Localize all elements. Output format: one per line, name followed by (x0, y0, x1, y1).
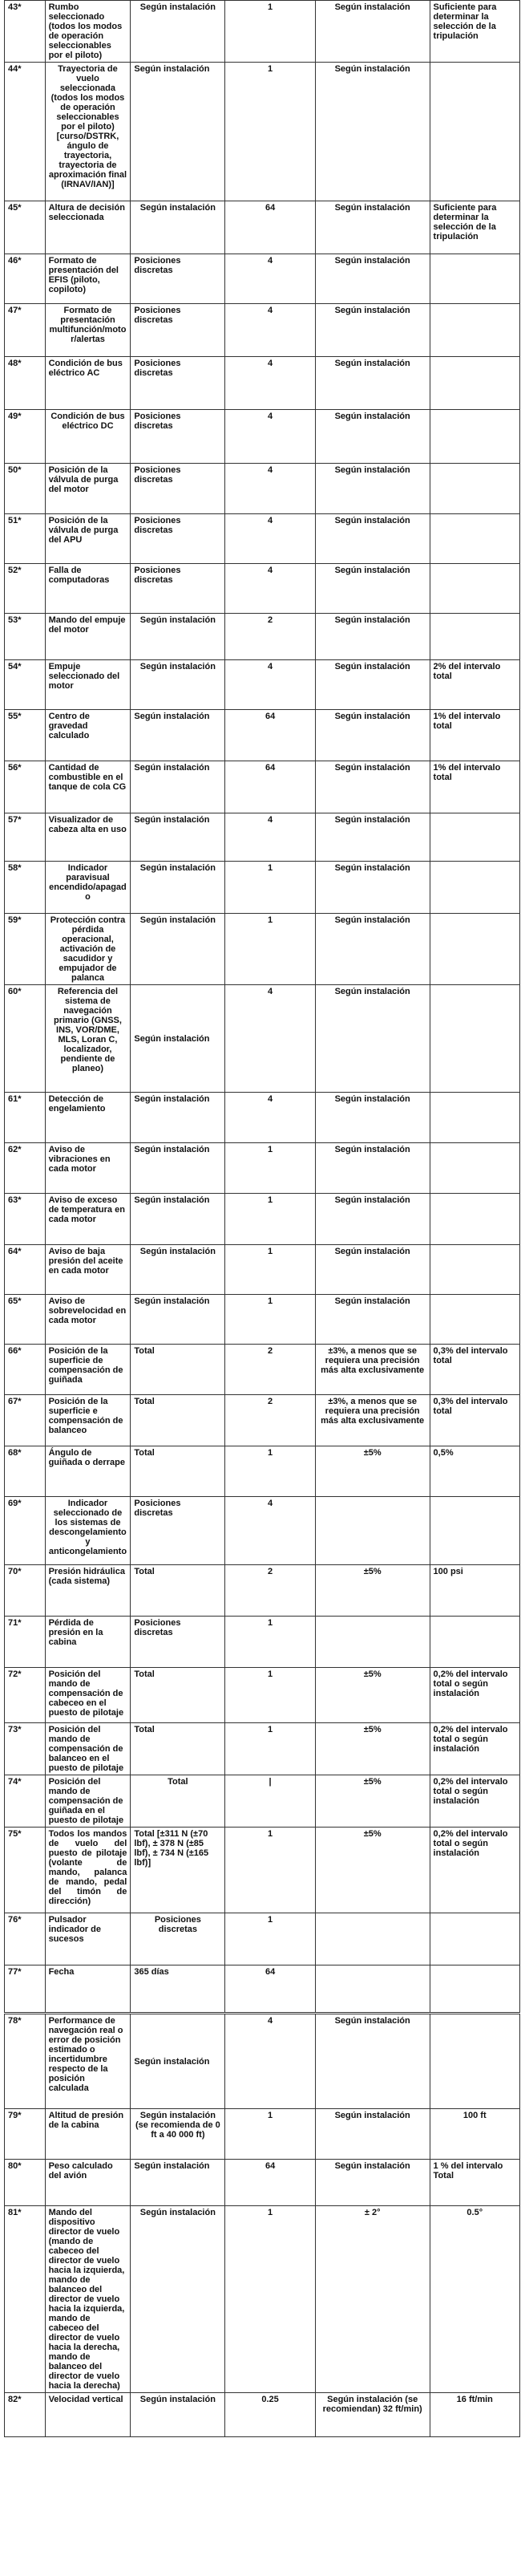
cell-resolution: 0,5% (430, 1446, 519, 1497)
cell-resolution: 1 % del intervalo Total (430, 2160, 519, 2206)
cell-accuracy: Según instalación (315, 813, 430, 862)
cell-num: 61* (5, 1093, 46, 1143)
cell-param: Posición de la superficie e compensación de balanceo (45, 1395, 131, 1446)
cell-param: Protección contra pérdida operacional, activación de sacudidor y empujador de palanca (45, 914, 131, 985)
cell-accuracy: Según instalación (315, 2014, 430, 2109)
cell-num: 81* (5, 2206, 46, 2393)
cell-range: Total (131, 1668, 225, 1723)
cell-num: 71* (5, 1617, 46, 1668)
cell-accuracy: ±5% (315, 1775, 430, 1828)
table-row (5, 1295, 520, 1345)
cell-interval: 2 (225, 1395, 315, 1446)
cell-accuracy: Según instalación (315, 1245, 430, 1295)
cell-accuracy: Según instalación (se recomiendan) 32 ft/min) (315, 2393, 430, 2437)
table-row (5, 710, 520, 761)
cell-accuracy: Según instalación (315, 464, 430, 514)
table-row (5, 1497, 520, 1565)
cell-interval: 4 (225, 357, 315, 410)
cell-param: Formato de presentación del EFIS (piloto, copiloto) (45, 254, 131, 304)
cell-num: 55* (5, 710, 46, 761)
cell-resolution: 2% del intervalo total (430, 660, 519, 710)
cell-accuracy: Según instalación (315, 63, 430, 201)
cell-interval: 64 (225, 2160, 315, 2206)
cell-resolution (430, 464, 519, 514)
cell-num: 69* (5, 1497, 46, 1565)
table-row (5, 614, 520, 660)
table-row (5, 985, 520, 1093)
cell-range: Posiciones discretas (131, 1913, 225, 1965)
table-row (5, 201, 520, 254)
cell-interval: 1 (225, 1668, 315, 1723)
cell-num: 49* (5, 410, 46, 464)
cell-resolution (430, 813, 519, 862)
cell-interval: 1 (225, 1143, 315, 1194)
table-row (5, 862, 520, 914)
table-row (5, 1668, 520, 1723)
cell-accuracy (315, 1913, 430, 1965)
table-row (5, 1143, 520, 1194)
cell-param: Indicador seleccionado de los sistemas de descongelamiento y anticongelamiento (45, 1497, 131, 1565)
cell-range: Total (131, 1775, 225, 1828)
table-row (5, 464, 520, 514)
cell-interval: 4 (225, 254, 315, 304)
cell-accuracy: Según instalación (315, 1093, 430, 1143)
cell-param: Trayectoria de vuelo seleccionada (todos los modos de operación seleccionables por el piloto) [curso/DSTRK, ángulo de trayectoria, trayectoria de aproximación final (IRNAV/IAN)] (45, 63, 131, 201)
cell-interval: 1 (225, 2109, 315, 2160)
cell-range: Según instalación (131, 813, 225, 862)
cell-accuracy: Según instalación (315, 1194, 430, 1245)
cell-num: 56* (5, 761, 46, 813)
cell-range: Según instalación (131, 63, 225, 201)
table-row (5, 761, 520, 813)
cell-range: Total (131, 1345, 225, 1395)
cell-interval: 4 (225, 985, 315, 1093)
cell-param: Todos los mandos de vuelo del puesto de pilotaje (volante de mando, palanca de mando, pedal del timón de dirección) (45, 1828, 131, 1913)
cell-num: 57* (5, 813, 46, 862)
cell-resolution (430, 1497, 519, 1565)
cell-param: Falla de computadoras (45, 564, 131, 614)
cell-num: 78* (5, 2014, 46, 2109)
cell-resolution: 0,2% del intervalo total o según instalación (430, 1723, 519, 1775)
cell-range: Según instalación (131, 710, 225, 761)
cell-accuracy: ±5% (315, 1668, 430, 1723)
cell-resolution (430, 357, 519, 410)
table-row (5, 660, 520, 710)
cell-param: Posición del mando de compensación de cabeceo en el puesto de pilotaje (45, 1668, 131, 1723)
cell-num: 54* (5, 660, 46, 710)
cell-num: 58* (5, 862, 46, 914)
cell-num: 73* (5, 1723, 46, 1775)
cell-resolution: 0,3% del intervalo total (430, 1395, 519, 1446)
cell-accuracy: Según instalación (315, 614, 430, 660)
cell-interval: 64 (225, 710, 315, 761)
cell-range: Según instalación (131, 1, 225, 63)
cell-range: Posiciones discretas (131, 357, 225, 410)
cell-param: Aviso de baja presión del aceite en cada motor (45, 1245, 131, 1295)
cell-resolution: Suficiente para determinar la selección de la tripulación (430, 1, 519, 63)
table-row (5, 1, 520, 63)
cell-interval: 1 (225, 1194, 315, 1245)
cell-num: 63* (5, 1194, 46, 1245)
cell-resolution: 100 ft (430, 2109, 519, 2160)
table-row (5, 1345, 520, 1395)
cell-range: Posiciones discretas (131, 254, 225, 304)
cell-num: 46* (5, 254, 46, 304)
table-body (5, 1, 520, 2437)
table-row (5, 1395, 520, 1446)
cell-num: 75* (5, 1828, 46, 1913)
cell-param: Presión hidráulica (cada sistema) (45, 1565, 131, 1617)
cell-accuracy: Según instalación (315, 1295, 430, 1345)
cell-resolution: 0,2% del intervalo total o según instalación (430, 1668, 519, 1723)
table-row (5, 1565, 520, 1617)
cell-interval: 1 (225, 1446, 315, 1497)
cell-resolution: 0,3% del intervalo total (430, 1345, 519, 1395)
cell-num: 59* (5, 914, 46, 985)
cell-resolution: 0,2% del intervalo total o según instalación (430, 1775, 519, 1828)
cell-range: Posiciones discretas (131, 464, 225, 514)
cell-interval: 1 (225, 2206, 315, 2393)
cell-accuracy: Según instalación (315, 1143, 430, 1194)
table-row (5, 1965, 520, 2014)
cell-resolution (430, 1245, 519, 1295)
table-row (5, 1617, 520, 1668)
table-row (5, 1194, 520, 1245)
table-row (5, 1093, 520, 1143)
cell-num: 76* (5, 1913, 46, 1965)
cell-accuracy: ±5% (315, 1723, 430, 1775)
cell-interval: 4 (225, 813, 315, 862)
cell-resolution: 0.5° (430, 2206, 519, 2393)
table-row (5, 1446, 520, 1497)
cell-num: 52* (5, 564, 46, 614)
cell-param: Posición de la superficie de compensación de guiñada (45, 1345, 131, 1395)
cell-interval: 4 (225, 564, 315, 614)
cell-resolution (430, 985, 519, 1093)
cell-interval: 2 (225, 1345, 315, 1395)
cell-accuracy: Según instalación (315, 254, 430, 304)
table-row (5, 2160, 520, 2206)
table-row (5, 254, 520, 304)
cell-accuracy: Según instalación (315, 564, 430, 614)
cell-param: Posición de la válvula de purga del motor (45, 464, 131, 514)
cell-accuracy: ± 2° (315, 2206, 430, 2393)
cell-param: Altitud de presión de la cabina (45, 2109, 131, 2160)
cell-accuracy: Según instalación (315, 1, 430, 63)
cell-range: Posiciones discretas (131, 514, 225, 564)
cell-accuracy: Según instalación (315, 985, 430, 1093)
cell-range: Según instalación (131, 985, 225, 1093)
cell-accuracy: Según instalación (315, 357, 430, 410)
cell-range: Según instalación (131, 1093, 225, 1143)
cell-param: Mando del dispositivo director de vuelo (mando de cabeceo del director de vuelo hacia la izquierda, mando de balanceo del director de vuelo hacia la izquierda, mando de cabeceo del director de vuelo hacia la derecha, mando de balanceo del director de vuelo hacia la derecha) (45, 2206, 131, 2393)
cell-interval: 64 (225, 1965, 315, 2014)
cell-resolution (430, 1093, 519, 1143)
table-row (5, 63, 520, 201)
cell-range: Según instalación (131, 2206, 225, 2393)
cell-num: 50* (5, 464, 46, 514)
cell-resolution: 1% del intervalo total (430, 710, 519, 761)
cell-interval: 4 (225, 304, 315, 357)
cell-resolution: 0,2% del intervalo total o según instalación (430, 1828, 519, 1913)
cell-accuracy: Según instalación (315, 914, 430, 985)
cell-interval: 1 (225, 914, 315, 985)
cell-interval: 1 (225, 1295, 315, 1345)
cell-accuracy: Según instalación (315, 862, 430, 914)
cell-interval: 4 (225, 1093, 315, 1143)
cell-accuracy: ±5% (315, 1446, 430, 1497)
cell-range: Según instalación (131, 201, 225, 254)
cell-num: 72* (5, 1668, 46, 1723)
cell-range: Total (131, 1723, 225, 1775)
cell-param: Aviso de vibraciones en cada motor (45, 1143, 131, 1194)
cell-range: Según instalación (131, 1245, 225, 1295)
cell-range: Según instalación (131, 2393, 225, 2437)
cell-range: Posiciones discretas (131, 564, 225, 614)
cell-resolution (430, 410, 519, 464)
cell-num: 65* (5, 1295, 46, 1345)
cell-param: Detección de engelamiento (45, 1093, 131, 1143)
cell-interval: 4 (225, 464, 315, 514)
cell-num: 48* (5, 357, 46, 410)
table-row (5, 914, 520, 985)
table-row (5, 564, 520, 614)
table-row (5, 1828, 520, 1913)
cell-accuracy: Según instalación (315, 2109, 430, 2160)
cell-param: Condición de bus eléctrico AC (45, 357, 131, 410)
cell-num: 51* (5, 514, 46, 564)
table-row (5, 1775, 520, 1828)
cell-param: Aviso de sobrevelocidad en cada motor (45, 1295, 131, 1345)
cell-resolution (430, 514, 519, 564)
cell-range: Total (131, 1565, 225, 1617)
cell-range: Según instalación (131, 614, 225, 660)
cell-param: Rumbo seleccionado (todos los modos de operación seleccionables por el piloto) (45, 1, 131, 63)
cell-range: 365 días (131, 1965, 225, 2014)
cell-interval: 4 (225, 1497, 315, 1565)
cell-resolution (430, 1913, 519, 1965)
cell-param: Aviso de exceso de temperatura en cada motor (45, 1194, 131, 1245)
cell-num: 43* (5, 1, 46, 63)
cell-range: Según instalación (131, 761, 225, 813)
table-row (5, 1913, 520, 1965)
cell-resolution (430, 614, 519, 660)
cell-interval: 1 (225, 1828, 315, 1913)
cell-resolution (430, 2014, 519, 2109)
table-row (5, 514, 520, 564)
cell-resolution (430, 304, 519, 357)
cell-param: Posición del mando de compensación de guiñada en el puesto de pilotaje (45, 1775, 131, 1828)
cell-num: 47* (5, 304, 46, 357)
cell-resolution (430, 63, 519, 201)
cell-accuracy (315, 1617, 430, 1668)
cell-interval: 0.25 (225, 2393, 315, 2437)
cell-range: Posiciones discretas (131, 1617, 225, 1668)
cell-param: Velocidad vertical (45, 2393, 131, 2437)
cell-resolution (430, 254, 519, 304)
cell-num: 70* (5, 1565, 46, 1617)
cell-range: Según instalación (131, 2014, 225, 2109)
cell-interval: 1 (225, 63, 315, 201)
cell-accuracy: ±5% (315, 1828, 430, 1913)
cell-range: Según instalación (131, 862, 225, 914)
cell-num: 64* (5, 1245, 46, 1295)
cell-resolution: 16 ft/min (430, 2393, 519, 2437)
cell-param: Fecha (45, 1965, 131, 2014)
cell-num: 80* (5, 2160, 46, 2206)
cell-resolution (430, 1143, 519, 1194)
cell-resolution (430, 1194, 519, 1245)
cell-interval: 4 (225, 660, 315, 710)
cell-accuracy: Según instalación (315, 660, 430, 710)
cell-range: Según instalación (131, 660, 225, 710)
cell-param: Visualizador de cabeza alta en uso (45, 813, 131, 862)
cell-range: Según instalación (se recomienda de 0 ft a 40 000 ft) (131, 2109, 225, 2160)
flight-recorder-parameter-table (4, 0, 520, 2437)
cell-interval: 1 (225, 1, 315, 63)
cell-resolution (430, 564, 519, 614)
cell-param: Cantidad de combustible en el tanque de cola CG (45, 761, 131, 813)
table-row (5, 813, 520, 862)
table-row (5, 2206, 520, 2393)
cell-interval: | (225, 1775, 315, 1828)
cell-param: Pulsador indicador de sucesos (45, 1913, 131, 1965)
cell-interval: 1 (225, 862, 315, 914)
cell-num: 74* (5, 1775, 46, 1828)
cell-resolution: 100 psi (430, 1565, 519, 1617)
cell-interval: 4 (225, 410, 315, 464)
table-row (5, 304, 520, 357)
cell-accuracy: Según instalación (315, 304, 430, 357)
cell-param: Posición de la válvula de purga del APU (45, 514, 131, 564)
cell-interval: 1 (225, 1913, 315, 1965)
cell-range: Posiciones discretas (131, 1497, 225, 1565)
table-row (5, 2109, 520, 2160)
cell-accuracy: ±3%, a menos que se requiera una precisión más alta exclusivamente (315, 1345, 430, 1395)
cell-accuracy: ±3%, a menos que se requiera una precisión más alta exclusivamente (315, 1395, 430, 1446)
cell-interval: 1 (225, 1245, 315, 1295)
table-row (5, 410, 520, 464)
cell-num: 62* (5, 1143, 46, 1194)
cell-accuracy: Según instalación (315, 2160, 430, 2206)
cell-accuracy: ±5% (315, 1565, 430, 1617)
cell-interval: 64 (225, 201, 315, 254)
cell-param: Indicador paravisual encendido/apagado (45, 862, 131, 914)
cell-interval: 2 (225, 614, 315, 660)
cell-accuracy (315, 1497, 430, 1565)
cell-num: 82* (5, 2393, 46, 2437)
cell-accuracy: Según instalación (315, 710, 430, 761)
cell-param: Referencia del sistema de navegación primario (GNSS, INS, VOR/DME, MLS, Loran C, localizador, pendiente de planeo) (45, 985, 131, 1093)
cell-accuracy: Según instalación (315, 410, 430, 464)
cell-accuracy (315, 1965, 430, 2014)
cell-range: Según instalación (131, 914, 225, 985)
cell-resolution (430, 862, 519, 914)
cell-num: 68* (5, 1446, 46, 1497)
cell-num: 60* (5, 985, 46, 1093)
cell-param: Formato de presentación multifunción/motor/alertas (45, 304, 131, 357)
cell-resolution: 1% del intervalo total (430, 761, 519, 813)
cell-accuracy: Según instalación (315, 761, 430, 813)
cell-num: 79* (5, 2109, 46, 2160)
cell-param: Ángulo de guiñada o derrape (45, 1446, 131, 1497)
cell-accuracy: Según instalación (315, 201, 430, 254)
cell-resolution (430, 1965, 519, 2014)
cell-range: Total (131, 1446, 225, 1497)
cell-param: Posición del mando de compensación de balanceo en el puesto de pilotaje (45, 1723, 131, 1775)
cell-accuracy: Según instalación (315, 514, 430, 564)
cell-range: Según instalación (131, 2160, 225, 2206)
cell-num: 45* (5, 201, 46, 254)
table-row (5, 2393, 520, 2437)
cell-range: Total [±311 N (±70 lbf), ± 378 N (±85 lbf), ± 734 N (±165 lbf)] (131, 1828, 225, 1913)
cell-resolution (430, 914, 519, 985)
table-row (5, 1245, 520, 1295)
cell-resolution (430, 1295, 519, 1345)
cell-num: 66* (5, 1345, 46, 1395)
cell-resolution (430, 1617, 519, 1668)
cell-interval: 1 (225, 1723, 315, 1775)
cell-range: Posiciones discretas (131, 410, 225, 464)
cell-num: 44* (5, 63, 46, 201)
cell-param: Pérdida de presión en la cabina (45, 1617, 131, 1668)
cell-range: Según instalación (131, 1143, 225, 1194)
table-row (5, 2014, 520, 2109)
cell-interval: 1 (225, 1617, 315, 1668)
cell-num: 53* (5, 614, 46, 660)
cell-param: Centro de gravedad calculado (45, 710, 131, 761)
cell-num: 67* (5, 1395, 46, 1446)
cell-param: Performance de navegación real o error de posición estimado o incertidumbre respecto de la posición calculada (45, 2014, 131, 2109)
cell-param: Altura de decisión seleccionada (45, 201, 131, 254)
cell-interval: 2 (225, 1565, 315, 1617)
cell-param: Condición de bus eléctrico DC (45, 410, 131, 464)
cell-param: Empuje seleccionado del motor (45, 660, 131, 710)
cell-range: Según instalación (131, 1194, 225, 1245)
cell-range: Posiciones discretas (131, 304, 225, 357)
cell-resolution: Suficiente para determinar la selección de la tripulación (430, 201, 519, 254)
cell-interval: 4 (225, 2014, 315, 2109)
table-row (5, 1723, 520, 1775)
cell-param: Peso calculado del avión (45, 2160, 131, 2206)
cell-num: 77* (5, 1965, 46, 2014)
parameter-table-page (4, 0, 520, 2437)
cell-interval: 4 (225, 514, 315, 564)
cell-param: Mando del empuje del motor (45, 614, 131, 660)
table-row (5, 357, 520, 410)
cell-range: Según instalación (131, 1295, 225, 1345)
cell-range: Total (131, 1395, 225, 1446)
cell-interval: 64 (225, 761, 315, 813)
